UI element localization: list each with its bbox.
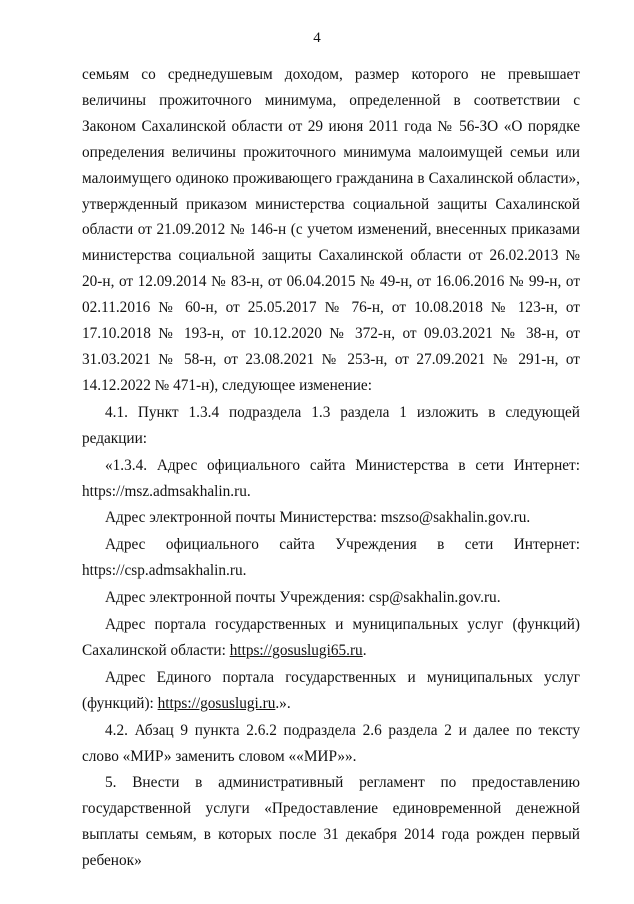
paragraph-unified-portal bbox=[82, 665, 580, 717]
paragraph-5: 5. Внести в административный регламент по предоставлению государственной услуги «Предоставление единовременной денежной выплаты семьям, в которых после 31 декабря 2014 года рожден первый ребенок» bbox=[82, 774, 580, 870]
regional-portal-text: Адрес портала государственных и муниципальных услуг (функций) Сахалинской области: bbox=[82, 616, 580, 659]
regional-portal-tail: . bbox=[362, 641, 367, 659]
paragraph-regional-portal bbox=[82, 612, 580, 664]
paragraph-4-2: 4.2. Абзац 9 пункта 2.6.2 подраздела 2.6 раздела 2 и далее по тексту слово «МИР» заменить словом ««МИР»». bbox=[82, 721, 580, 765]
unified-portal-link[interactable]: https://gosuslugi.ru bbox=[157, 694, 276, 712]
paragraph-continuation: семьям со среднедушевым доходом, размер которого не превышает величины прожиточного минимума, определенной в соответствии с Законом Сахалинской области от 29 июня 2011 года № 56-ЗО «О порядке определения величины прожиточного минимума малоимущей семьи или малоимущего одиноко проживающего гражданина в Сахалинской области», утвержденный приказом министерства социальной защиты Сахалинской области от 21.09.2012 № 146-н (с учетом изменений, внесенных приказами министерства социальной защиты Сахалинской области от 26.02.2013 № 20-н, от 12.09.2014 № 83-н, от 06.04.2015 № 49-н, от 16.06.2016 № 99-н, от 02.11.2016 № 60-н, от 25.05.2017 № 76-н, от 10.08.2018 № 123-н, от 17.10.2018 № 193-н, от 10.12.2020 № 372-н, от 09.03.2021 № 38-н, от 31.03.2021 № 58-н, от 23.08.2021 № 253-н, от 27.09.2021 № 291-н, от 14.12.2022 № 471-н), следующее изменение: bbox=[82, 66, 580, 394]
paragraph-4-1: 4.1. Пункт 1.3.4 подраздела 1.3 раздела 1 изложить в следующей редакции: bbox=[82, 403, 580, 447]
unified-portal-text: Адрес Единого портала государственных и муниципальных услуг (функций): bbox=[82, 668, 580, 712]
paragraph-1-3-4: «1.3.4. Адрес официального сайта Министерства в сети Интернет: https://msz.admsakhalin.ru. bbox=[82, 456, 580, 500]
page-number: 4 bbox=[313, 30, 321, 46]
document-body bbox=[82, 62, 580, 874]
unified-portal-tail: .». bbox=[275, 694, 291, 712]
paragraph-institution-site: Адрес официального сайта Учреждения в сети Интернет: https://csp.admsakhalin.ru. bbox=[82, 536, 580, 580]
paragraph-ministry-email: Адрес электронной почты Министерства: mszso@sakhalin.gov.ru. bbox=[105, 509, 531, 527]
paragraph-institution-email: Адрес электронной почты Учреждения: csp@sakhalin.gov.ru. bbox=[105, 589, 501, 607]
regional-portal-link[interactable]: https://gosuslugi65.ru bbox=[229, 641, 363, 659]
